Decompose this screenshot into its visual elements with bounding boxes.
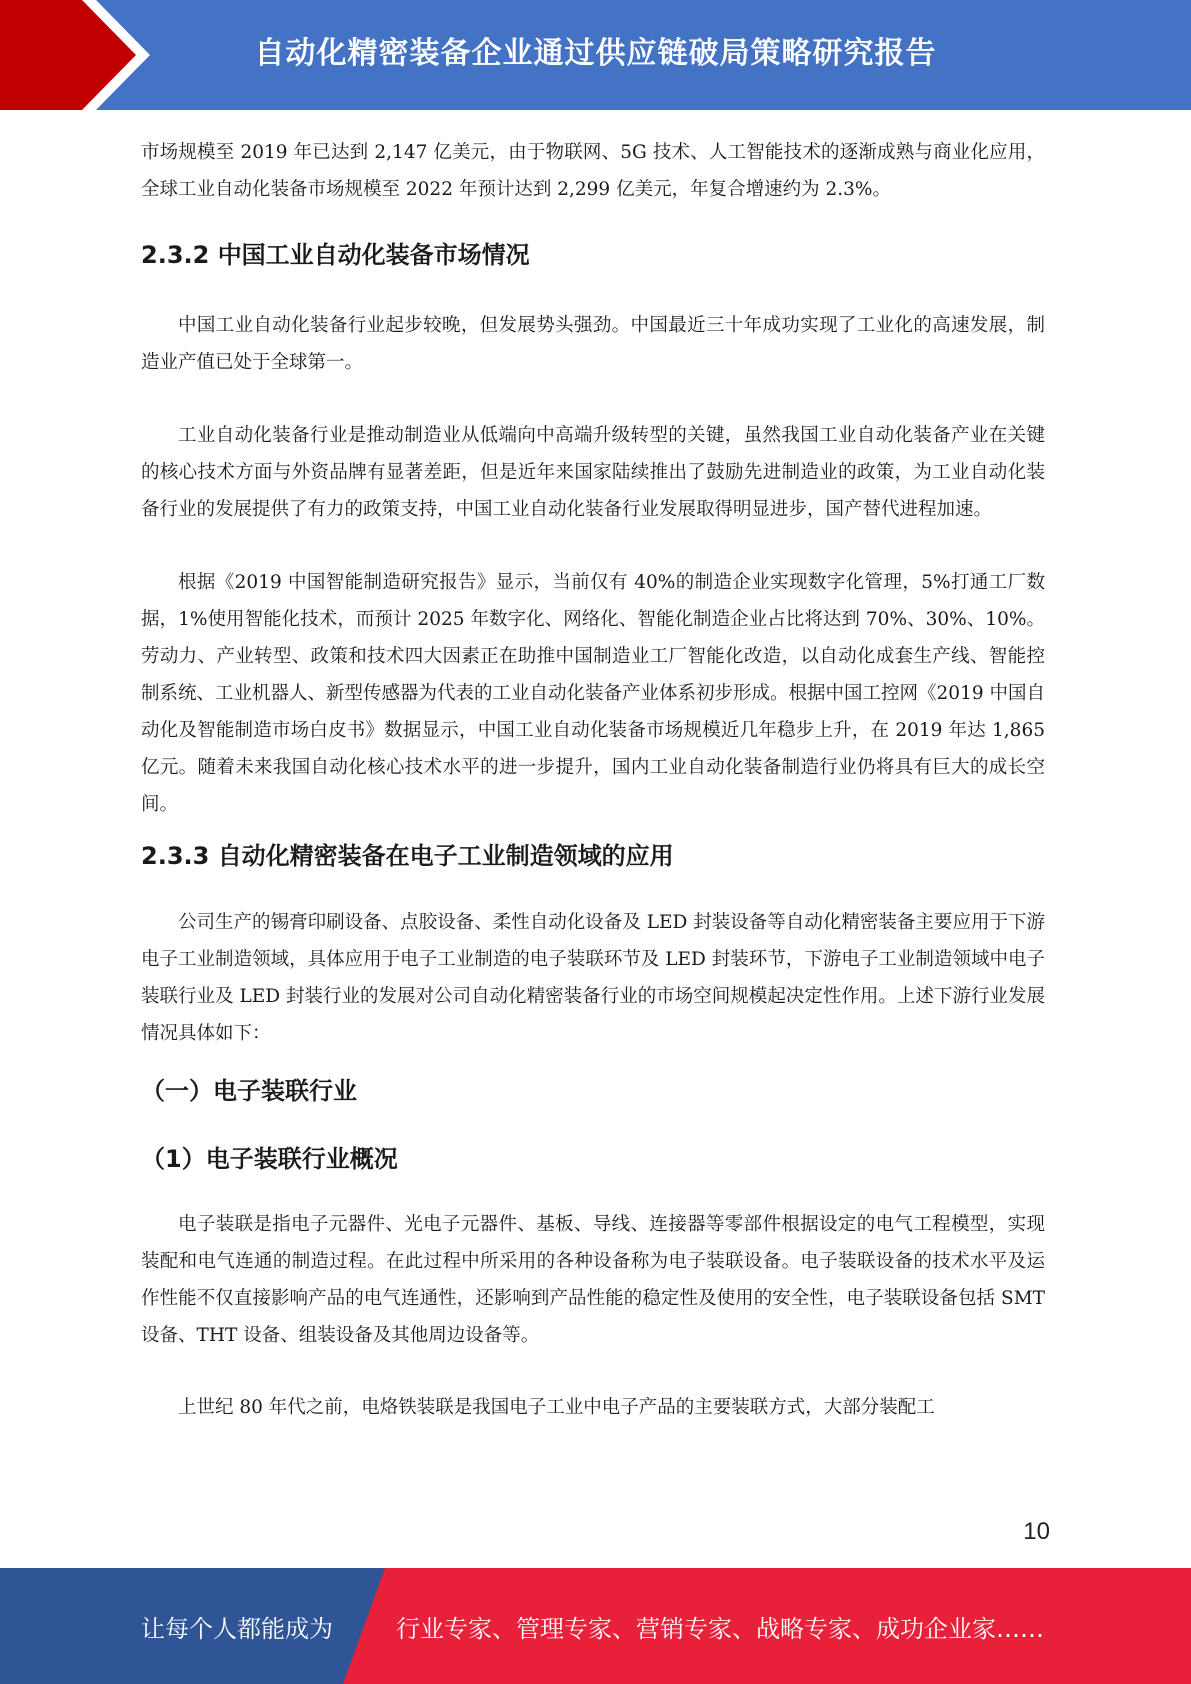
- heading-subsection-1: （1）电子装联行业概况: [141, 1145, 398, 1173]
- page-content: [141, 134, 1045, 1426]
- footer-slogan-left: 让每个人都能成为: [141, 1614, 333, 1643]
- heading-2-3-3: 2.3.3 自动化精密装备在电子工业制造领域的应用: [141, 842, 674, 870]
- page-header: [0, 0, 1191, 110]
- paragraph-electronic-assembly: 电子装联是指电子元器件、光电子元器件、基板、导线、连接器等零部件根据设定的电气工程模型，实现装配和电气连通的制造过程。在此过程中所采用的各种设备称为电子装联设备。电子装联设备的技术水平及运作性能不仅直接影响产品的电气连通性，还影响到产品性能的稳定性及使用的安全性，电子装联设备包括 SMT 设备、THT 设备、组装设备及其他周边设备等。: [141, 1214, 1045, 1346]
- paragraph-company-equipment: 公司生产的锡膏印刷设备、点胶设备、柔性自动化设备及 LED 封装设备等自动化精密装备主要应用于下游电子工业制造领域，具体应用于电子工业制造的电子装联环节及 LED 封装环节，下游电子工业制造领域中电子装联行业及 LED 封装行业的发展对公司自动化精密装备行业的市场空间规模起决定性作用。上述下游行业发展情况具体如下：: [141, 912, 1045, 1044]
- paragraph-1980s: 上世纪 80 年代之前，电烙铁装联是我国电子工业中电子产品的主要装联方式，大部分装配工: [178, 1397, 935, 1418]
- paragraph-china-industry: 中国工业自动化装备行业起步较晚，但发展势头强劲。中国最近三十年成功实现了工业化的高速发展，制造业产值已处于全球第一。: [141, 315, 1045, 373]
- paragraph-market-size: 市场规模至 2019 年已达到 2,147 亿美元，由于物联网、5G 技术、人工智能技术的逐渐成熟与商业化应用，全球工业自动化装备市场规模至 2022 年预计达到 2,299 亿美元，年复合增速约为 2.3%。: [141, 142, 1045, 200]
- heading-section-1: （一）电子装联行业: [141, 1077, 357, 1105]
- footer-slogan-right: 行业专家、管理专家、营销专家、战略专家、成功企业家……: [396, 1614, 1044, 1643]
- page-footer: [0, 1568, 1191, 1684]
- paragraph-key-transformation: 工业自动化装备行业是推动制造业从低端向中高端升级转型的关键，虽然我国工业自动化装备产业在关键的核心技术方面与外资品牌有显著差距，但是近年来国家陆续推出了鼓励先进制造业的政策，为工业自动化装备行业的发展提供了有力的政策支持，中国工业自动化装备行业发展取得明显进步，国产替代进程加速。: [141, 425, 1045, 520]
- paragraph-smart-manufacturing-report: 根据《2019 中国智能制造研究报告》显示，当前仅有 40%的制造企业实现数字化管理，5%打通工厂数据，1%使用智能化技术，而预计 2025 年数字化、网络化、智能化制造企业占比将达到 70%、30%、10%。劳动力、产业转型、政策和技术四大因素正在助推中国制造业工厂智能化改造，以自动化成套生产线、智能控制系统、工业机器人、新型传感器为代表的工业自动化装备产业体系初步形成。根据中国工控网《2019 中国自动化及智能制造市场白皮书》数据显示，中国工业自动化装备市场规模近几年稳步上升，在 2019 年达 1,865 亿元。随着未来我国自动化核心技术水平的进一步提升，国内工业自动化装备制造行业仍将具有巨大的成长空间。: [141, 572, 1045, 815]
- report-title: 自动化精密装备企业通过供应链破局策略研究报告: [254, 36, 937, 71]
- page-number: 10: [1023, 1518, 1050, 1545]
- heading-2-3-2: 2.3.2 中国工业自动化装备市场情况: [141, 241, 530, 269]
